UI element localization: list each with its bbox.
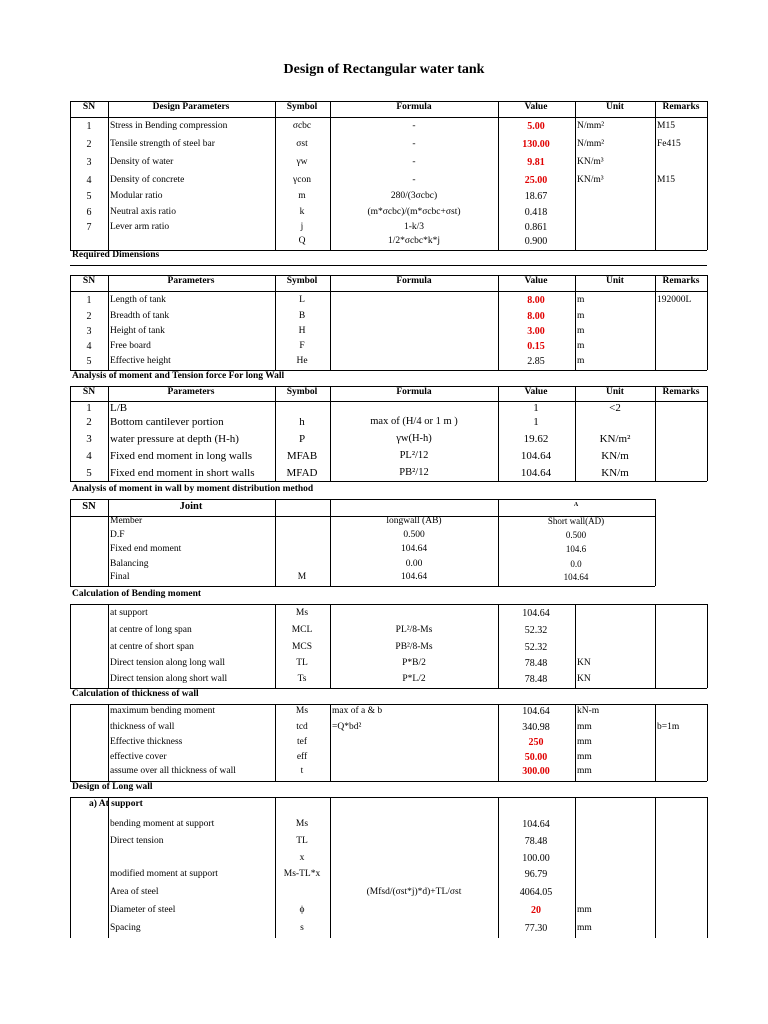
value: 3.00 (527, 326, 545, 337)
parameter-label: at support (110, 608, 148, 618)
remarks: Fe415 (657, 139, 681, 149)
parameter-label: at centre of short span (110, 642, 194, 652)
symbol: Ms-TL*x (283, 869, 321, 879)
grid-line (70, 797, 71, 938)
row-label: Member (110, 516, 143, 526)
value: 25.00 (524, 175, 548, 186)
serial-number: 4 (86, 341, 92, 352)
symbol: Q (298, 236, 306, 246)
parameter-label: L/B (110, 402, 128, 414)
value: 50.00 (524, 752, 548, 763)
value: 77.30 (524, 923, 548, 934)
formula: (Mfsd/(σst*j)*d)+TL/σst (366, 887, 462, 897)
section-heading: a) At support (89, 799, 143, 809)
unit: mm (577, 722, 592, 732)
value: 52.32 (524, 625, 548, 636)
formula: - (412, 157, 416, 167)
serial-number: 5 (86, 356, 92, 367)
symbol: MFAB (286, 450, 318, 462)
formula: - (412, 175, 416, 185)
value: longwall (AB) (386, 516, 442, 526)
symbol: σst (296, 139, 308, 149)
serial-number: 7 (86, 222, 92, 233)
column-header: Value (524, 387, 548, 397)
grid-line (70, 499, 655, 500)
parameter-label: Lever arm ratio (110, 222, 170, 232)
grid-line (498, 275, 499, 370)
column-header: Unit (606, 387, 624, 397)
symbol: MCL (291, 625, 313, 635)
grid-line (498, 797, 499, 938)
symbol: tef (296, 737, 308, 747)
value: 1 (533, 416, 539, 428)
grid-line (330, 797, 331, 938)
row-label: Balancing (110, 559, 149, 569)
value: 0.500 (403, 530, 425, 540)
parameter-label: Diameter of steel (110, 905, 176, 915)
formula: - (412, 121, 416, 131)
grid-line (70, 117, 707, 118)
symbol: H (298, 326, 306, 336)
value: 19.62 (523, 433, 549, 445)
formula: 280/(3σcbc) (390, 191, 438, 201)
value: 250 (528, 737, 544, 748)
symbol: He (296, 356, 308, 366)
grid-line (70, 704, 71, 781)
parameter-label: assume over all thickness of wall (110, 766, 236, 776)
column-header: Value (524, 276, 548, 286)
symbol: TL (296, 658, 308, 668)
parameter-label: Breadth of tank (110, 311, 170, 321)
symbol: L (299, 295, 305, 305)
serial-number: 1 (86, 121, 92, 132)
value: 0.861 (524, 222, 548, 233)
symbol: MFAD (286, 467, 318, 479)
grid-line (108, 604, 109, 688)
column-header: Remarks (662, 276, 700, 286)
formula: PB²/8-Ms (395, 642, 433, 652)
column-header: Symbol (286, 276, 318, 286)
parameter-label: Stress in Bending compression (110, 121, 228, 131)
grid-line (707, 101, 708, 250)
grid-line (108, 797, 109, 938)
unit: N/mm² (577, 139, 605, 149)
serial-number: 6 (86, 207, 92, 218)
parameter-label: Height of tank (110, 326, 165, 336)
symbol: s (300, 923, 304, 933)
column-header: Parameters (167, 276, 215, 286)
grid-line (275, 275, 276, 370)
grid-line (70, 604, 707, 605)
unit: N/mm² (577, 121, 605, 131)
serial-number: 2 (86, 139, 92, 150)
unit: <2 (609, 402, 621, 414)
parameter-label: Area of steel (110, 887, 159, 897)
parameter-label: Direct tension along long wall (110, 658, 226, 668)
value: 1 (533, 402, 539, 414)
serial-number: 3 (86, 326, 92, 337)
serial-number: 5 (86, 191, 92, 202)
parameter-label: Density of concrete (110, 175, 185, 185)
value: 104.64 (522, 608, 550, 619)
parameter-label: Modular ratio (110, 191, 163, 201)
grid-line (70, 481, 707, 482)
column-header: SN (82, 276, 96, 286)
column-header: Unit (606, 276, 624, 286)
symbol: F (299, 341, 305, 351)
grid-line (70, 265, 707, 266)
value: 340.98 (522, 722, 550, 733)
grid-line (275, 797, 276, 938)
value: 20 (531, 905, 541, 916)
unit: KN/m³ (577, 175, 604, 185)
grid-line (575, 275, 576, 370)
column-header: SN (82, 387, 96, 397)
unit: m (577, 326, 585, 336)
symbol: P (298, 433, 306, 445)
grid-line (707, 704, 708, 781)
parameter-label: Density of water (110, 157, 174, 167)
value: 0.15 (527, 341, 545, 352)
parameter-label: water pressure at depth (H-h) (110, 433, 239, 445)
column-header: Formula (396, 387, 432, 397)
row-label: Final (110, 572, 130, 582)
formula: P*B/2 (402, 658, 426, 668)
parameter-label: at centre of long span (110, 625, 192, 635)
parameter-label: modified moment at support (110, 869, 218, 879)
value: 78.48 (524, 836, 548, 847)
value: 104.64 (520, 467, 552, 479)
section-heading: Calculation of thickness of wall (72, 689, 199, 699)
section-heading: Required Dimensions (72, 250, 160, 260)
formula: (m*σcbc)/(m*σcbc+σst) (367, 207, 461, 217)
value: 0.500 (565, 530, 587, 540)
value: 100.00 (522, 853, 550, 864)
section-heading: Analysis of moment and Tension force For long Wall (72, 371, 285, 381)
serial-number: 5 (86, 467, 92, 479)
parameter-label: Direct tension along short wall (110, 674, 228, 684)
formula: 1-k/3 (403, 222, 425, 232)
parameter-label: Effective height (110, 356, 171, 366)
value: 0.900 (524, 236, 548, 247)
symbol: eff (296, 752, 308, 762)
unit: mm (577, 737, 592, 747)
column-header: Symbol (286, 387, 318, 397)
unit: m (577, 295, 585, 305)
grid-line (108, 704, 109, 781)
grid-line (70, 291, 707, 292)
column-header: Unit (606, 102, 624, 112)
symbol: m (298, 191, 306, 201)
symbol: Ts (297, 674, 307, 684)
parameter-label: Free board (110, 341, 151, 351)
value: 96.79 (524, 869, 548, 880)
formula: 1/2*σcbc*k*j (387, 236, 441, 246)
symbol: k (299, 207, 305, 217)
column-header: Formula (396, 276, 432, 286)
symbol: MCS (291, 642, 313, 652)
value: 9.81 (527, 157, 545, 168)
formula: PL²/8-Ms (395, 625, 433, 635)
parameter-label: maximum bending moment (110, 706, 216, 716)
grid-line (707, 275, 708, 370)
symbol: B (298, 311, 306, 321)
symbol: Ms (295, 608, 309, 618)
column-header: Parameters (167, 387, 215, 397)
unit: kN-m (577, 706, 600, 716)
value: 104.64 (522, 706, 550, 717)
parameter-label: Tensile strength of steel bar (110, 139, 215, 149)
serial-number: 1 (86, 402, 92, 414)
unit: m (577, 341, 585, 351)
grid-line (330, 275, 331, 370)
grid-line (70, 781, 707, 782)
unit: KN/m (601, 450, 629, 462)
serial-number: 3 (86, 433, 92, 445)
serial-number: 2 (86, 416, 92, 428)
unit: KN (577, 658, 591, 668)
grid-line (575, 797, 576, 938)
parameter-label: Fixed end moment in short walls (110, 467, 255, 479)
parameter-label: Bottom cantilever portion (110, 416, 224, 428)
parameter-label: Spacing (110, 923, 141, 933)
symbol: γw (296, 157, 308, 167)
grid-line (70, 797, 707, 798)
serial-number: 1 (86, 295, 92, 306)
page-title: Design of Rectangular water tank (283, 62, 485, 77)
value: 104.64 (400, 572, 428, 582)
value: Short wall(AD) (547, 516, 605, 526)
parameter-label: effective cover (110, 752, 167, 762)
unit: m (577, 356, 585, 366)
grid-line (707, 797, 708, 938)
formula: max of a & b (332, 706, 383, 716)
value: 104.64 (563, 572, 589, 582)
value: 52.32 (524, 642, 548, 653)
grid-line (70, 704, 707, 705)
value: 2.85 (527, 356, 545, 367)
symbol: x (299, 853, 305, 863)
symbol: σcbc (292, 121, 312, 131)
value: 104.64 (520, 450, 552, 462)
column-header: SN (82, 501, 96, 512)
column-header: Design Parameters (152, 102, 230, 112)
unit: KN/m² (599, 433, 631, 445)
parameter-label: Direct tension (110, 836, 164, 846)
serial-number: 3 (86, 157, 92, 168)
symbol: ϕ (299, 905, 305, 915)
formula: max of (H/4 or 1 m ) (370, 416, 458, 427)
serial-number: 2 (86, 311, 92, 322)
grid-line (655, 797, 656, 938)
value: 300.00 (522, 766, 550, 777)
symbol: M (297, 572, 307, 582)
column-header: Remarks (662, 387, 700, 397)
unit: mm (577, 905, 592, 915)
parameter-label: Effective thickness (110, 737, 183, 747)
value: 0.00 (405, 559, 423, 569)
value: 18.67 (524, 191, 548, 202)
parameter-label: bending moment at support (110, 819, 215, 829)
remarks: b=1m (657, 722, 680, 732)
symbol: Ms (295, 819, 309, 829)
formula: - (412, 139, 416, 149)
column-header: Symbol (286, 102, 318, 112)
unit: KN/m³ (577, 157, 604, 167)
parameter-label: Length of tank (110, 295, 166, 305)
grid-line (70, 586, 655, 587)
value: 130.00 (522, 139, 550, 150)
section-heading: Design of Long wall (72, 782, 153, 792)
column-header: Formula (396, 102, 432, 112)
column-header: Joint (179, 501, 203, 512)
value: 8.00 (527, 311, 545, 322)
grid-line (108, 275, 109, 370)
symbol: t (300, 766, 304, 776)
serial-number: 4 (86, 175, 92, 186)
grid-line (70, 250, 707, 251)
row-label: Fixed end moment (110, 544, 182, 554)
row-label: D.F (110, 530, 125, 540)
grid-line (655, 275, 656, 370)
symbol: h (299, 416, 305, 428)
unit: mm (577, 752, 592, 762)
value: 5.00 (527, 121, 545, 132)
value: 104.6 (565, 544, 587, 554)
section-heading: Analysis of moment in wall by moment distribution method (72, 484, 314, 494)
parameter-label: Neutral axis ratio (110, 207, 176, 217)
unit: mm (577, 766, 592, 776)
grid-line (70, 275, 71, 370)
grid-line (707, 604, 708, 688)
column-header: Value (524, 102, 548, 112)
unit: KN (577, 674, 591, 684)
value: 4064.05 (519, 887, 553, 898)
column-header: A (573, 502, 579, 508)
symbol: TL (296, 836, 308, 846)
remarks: M15 (657, 121, 675, 131)
formula: PL²/12 (399, 450, 429, 461)
value: 0.0 (570, 559, 582, 569)
unit: mm (577, 923, 592, 933)
formula: =Q*bd² (332, 722, 362, 732)
remarks: M15 (657, 175, 675, 185)
serial-number: 4 (86, 450, 92, 462)
value: 104.64 (400, 544, 428, 554)
value: 78.48 (524, 658, 548, 669)
parameter-label: thickness of wall (110, 722, 175, 732)
column-header: SN (82, 102, 96, 112)
symbol: γcon (293, 175, 311, 185)
grid-line (70, 604, 71, 688)
value: 104.64 (522, 819, 550, 830)
formula: PB²/12 (399, 467, 429, 478)
section-heading: Calculation of Bending moment (72, 589, 202, 599)
symbol: tcd (296, 722, 308, 732)
column-header: Remarks (662, 102, 700, 112)
remarks: 192000L (657, 295, 692, 305)
formula: γw(H-h) (396, 433, 432, 444)
value: 0.418 (524, 207, 548, 218)
symbol: Ms (295, 706, 309, 716)
symbol: j (300, 222, 304, 232)
value: 8.00 (527, 295, 545, 306)
unit: KN/m (601, 467, 629, 479)
formula: P*L/2 (402, 674, 426, 684)
value: 78.48 (524, 674, 548, 685)
parameter-label: Fixed end moment in long walls (110, 450, 253, 462)
unit: m (577, 311, 585, 321)
